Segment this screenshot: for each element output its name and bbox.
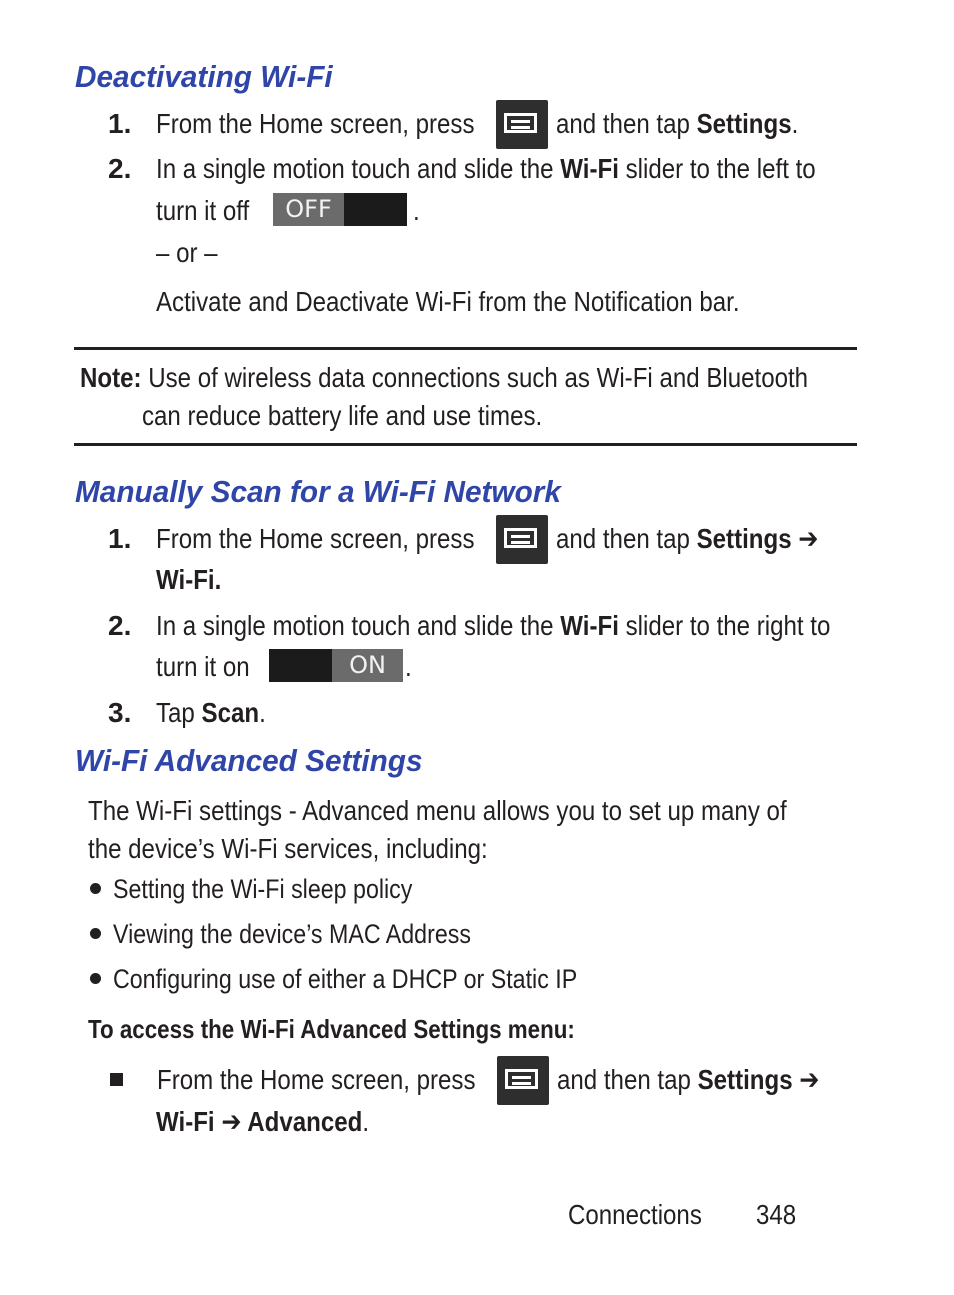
page-number: 348 [756, 1199, 797, 1230]
toggle-off-label: OFF [273, 193, 344, 226]
intro-line-1: The Wi-Fi settings - Advanced menu allows you to set up many of [88, 795, 787, 826]
step-text: From the Home screen, press [157, 1064, 476, 1095]
punctuation: . [413, 195, 420, 226]
toggle-on-label: ON [332, 649, 403, 682]
step-text: From the Home screen, press [156, 108, 475, 139]
note-line-1: Note: Use of wireless data connections such as Wi-Fi and Bluetooth [80, 362, 809, 393]
step-number: 1. [108, 523, 132, 554]
step-text: From the Home screen, press [156, 523, 475, 554]
step-number: 3. [108, 697, 132, 728]
step-number: 2. [108, 610, 132, 641]
menu-key-icon [497, 1056, 549, 1105]
step-text: Tap Scan. [156, 697, 266, 728]
step-text: turn it off [156, 195, 250, 226]
step-text: In a single motion touch and slide the Wi-Fi slider to the left to [156, 153, 816, 184]
list-item: Setting the Wi-Fi sleep policy [113, 874, 413, 904]
list-item: Configuring use of either a DHCP or Static IP [113, 964, 578, 994]
list-item: Viewing the device’s MAC Address [113, 919, 471, 949]
menu-key-icon [496, 515, 548, 564]
bullet-icon [90, 928, 101, 939]
step-text: In a single motion touch and slide the Wi-Fi slider to the right to [156, 610, 831, 641]
wifi-off-toggle [273, 193, 407, 226]
heading-advanced-settings: Wi-Fi Advanced Settings [75, 743, 423, 778]
bullet-icon [90, 883, 101, 894]
step-text: Wi-Fi. [156, 564, 222, 595]
square-bullet-icon [110, 1073, 123, 1086]
step-text: turn it on [156, 651, 250, 682]
wifi-on-toggle [269, 649, 403, 682]
note-top-rule [74, 347, 857, 350]
or-separator: – or – [156, 237, 218, 268]
heading-manual-scan: Manually Scan for a Wi-Fi Network [75, 474, 561, 509]
step-text: and then tap Settings ➔ [557, 1064, 820, 1095]
punctuation: . [405, 651, 412, 682]
step-text: and then tap Settings ➔ [556, 523, 819, 554]
note-bottom-rule [74, 443, 857, 446]
footer-section: Connections [568, 1199, 702, 1230]
heading-deactivating-wifi: Deactivating Wi-Fi [75, 59, 333, 94]
bullet-icon [90, 973, 101, 984]
intro-line-2: the device’s Wi-Fi services, including: [88, 833, 488, 864]
step-number: 1. [108, 108, 132, 139]
alternative-text: Activate and Deactivate Wi-Fi from the Notification bar. [156, 286, 740, 317]
step-number: 2. [108, 153, 132, 184]
step-text: Wi-Fi ➔ Advanced. [156, 1106, 370, 1137]
menu-key-icon [496, 100, 548, 149]
step-text: and then tap Settings. [556, 108, 799, 139]
note-line-2: can reduce battery life and use times. [142, 400, 543, 431]
access-heading: To access the Wi-Fi Advanced Settings menu: [88, 1014, 575, 1044]
